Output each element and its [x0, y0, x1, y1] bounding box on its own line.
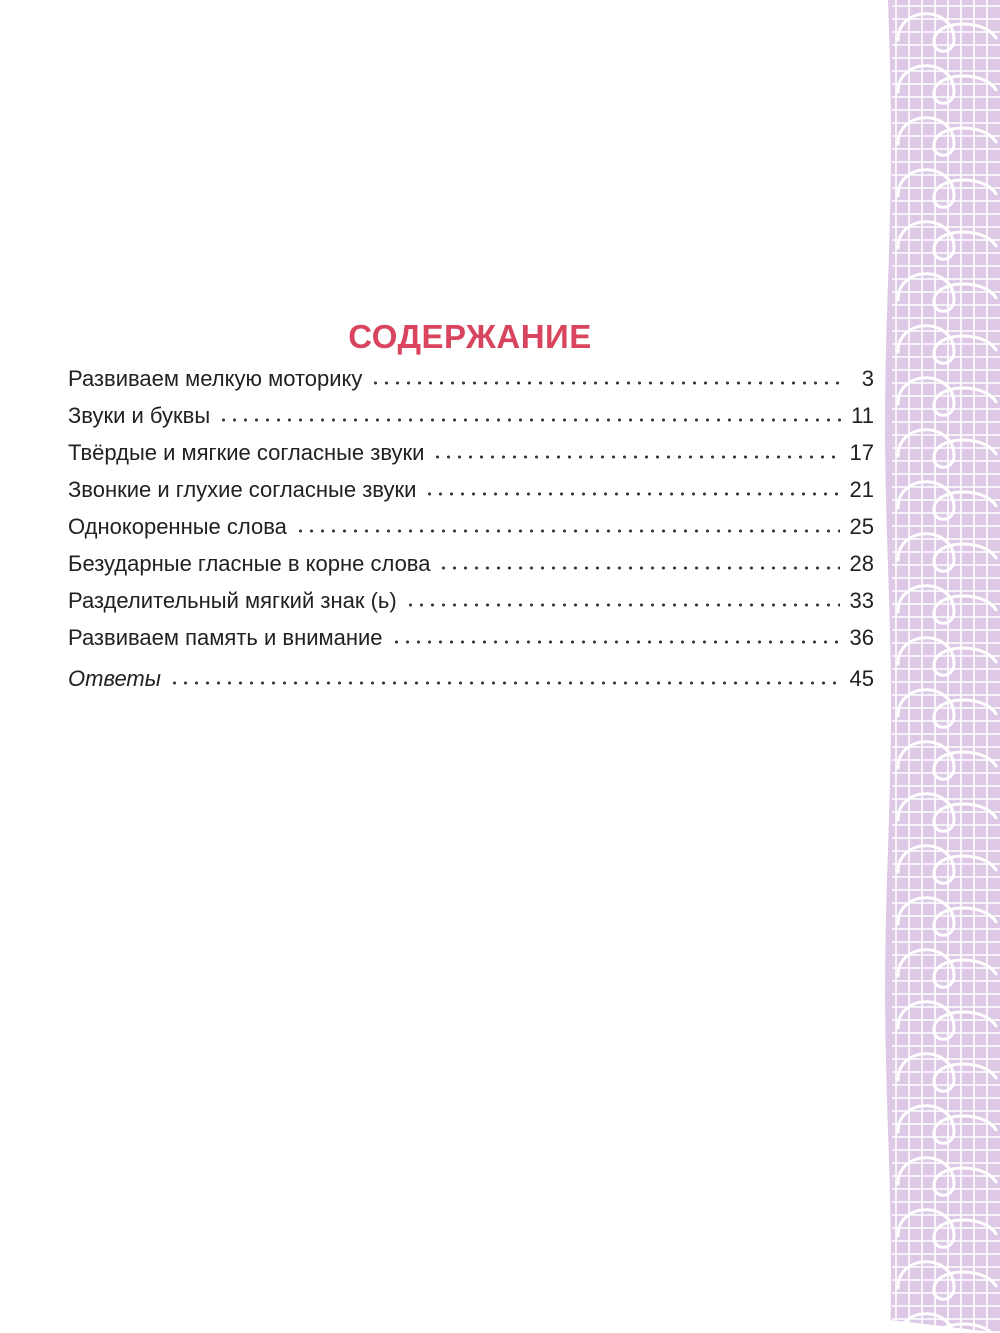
- toc-entry-title: Твёрдые и мягкие согласные звуки: [68, 440, 425, 465]
- toc-entry[interactable]: [68, 403, 874, 440]
- dot-leader: [405, 602, 840, 608]
- dot-leader: [218, 417, 841, 423]
- strip-background: [885, 0, 1000, 1333]
- toc-entry-title: Безударные гласные в корне слова: [68, 551, 431, 576]
- toc-entry-title: Звуки и буквы: [68, 403, 211, 428]
- toc-entry-page: 17: [849, 440, 874, 465]
- toc-entry[interactable]: [68, 514, 874, 551]
- dot-leader: [438, 565, 839, 571]
- strip-pattern-graphic: [884, 0, 1000, 1333]
- dot-leader: [424, 491, 839, 497]
- dot-leader: [391, 639, 840, 645]
- toc-entry-title: Разделительный мягкий знак (ь): [68, 588, 397, 613]
- toc-entry-page: 33: [849, 588, 874, 613]
- decorative-notebook-strip: [884, 0, 1000, 1333]
- toc-entry[interactable]: [68, 477, 874, 514]
- toc-entry[interactable]: [68, 366, 874, 403]
- dot-leader: [169, 680, 840, 686]
- toc-entry-page: 36: [849, 625, 874, 650]
- dot-leader: [432, 454, 839, 460]
- table-of-contents: [68, 366, 874, 703]
- toc-entry-title: Звонкие и глухие согласные звуки: [68, 477, 417, 502]
- toc-entry-page: 28: [849, 551, 874, 576]
- toc-entry-page: 21: [849, 477, 874, 502]
- toc-entry-page: 25: [849, 514, 874, 539]
- toc-entry-title: Развиваем мелкую моторику: [68, 366, 363, 391]
- toc-entry[interactable]: [68, 440, 874, 477]
- dot-leader: [370, 380, 844, 386]
- toc-entry-title: Ответы: [68, 666, 161, 691]
- toc-entry-title: Развиваем память и внимание: [68, 625, 383, 650]
- toc-entry[interactable]: [68, 625, 874, 662]
- toc-entry-page: 45: [849, 666, 874, 691]
- toc-entry[interactable]: [68, 588, 874, 625]
- toc-entry-title: Однокоренные слова: [68, 514, 287, 539]
- toc-entry-page: 3: [861, 366, 874, 391]
- toc-entry[interactable]: [68, 551, 874, 588]
- toc-entry-page: 11: [851, 403, 874, 428]
- dot-leader: [295, 528, 840, 534]
- page-title: СОДЕРЖАНИЕ: [348, 318, 592, 356]
- toc-entry-answers[interactable]: [68, 666, 874, 703]
